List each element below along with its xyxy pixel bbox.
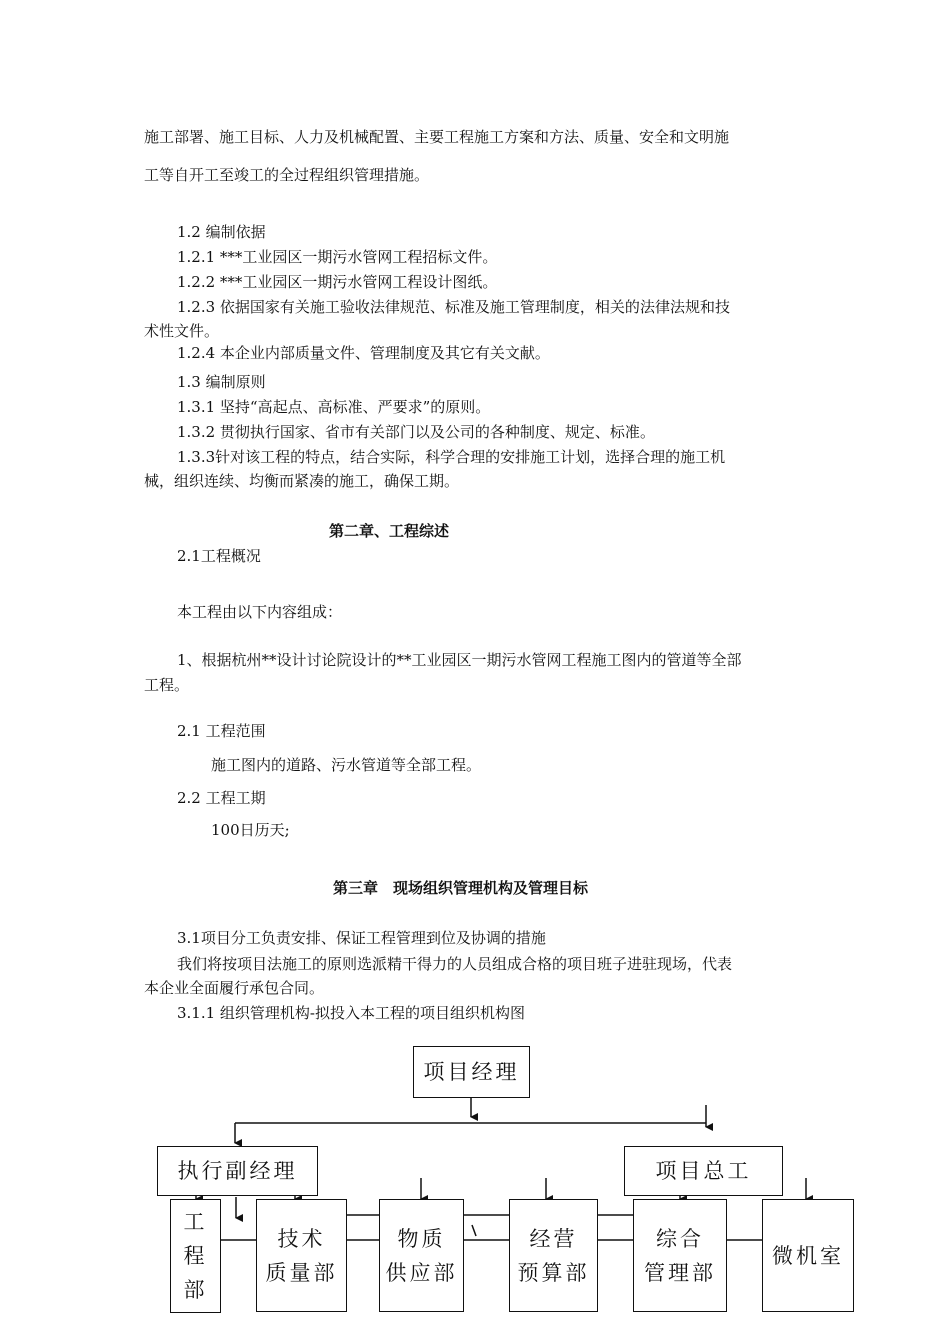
paragraph-line: 术性文件。: [144, 322, 220, 340]
box-label: 微机室: [772, 1243, 844, 1268]
paragraph-line: 本工程由以下内容组成：: [177, 603, 343, 621]
paragraph-line: 施工图内的道路、污水管道等全部工程。: [211, 756, 482, 774]
section-heading: 2.1 工程范围: [177, 722, 266, 740]
box-label: 执行副经理: [177, 1159, 298, 1183]
box-label: 技术: [277, 1226, 326, 1251]
box-label: 项目经理: [423, 1060, 520, 1084]
box-label: 工: [183, 1210, 208, 1234]
supply-dept-box: [379, 1199, 464, 1312]
box-label: 质量部: [265, 1260, 338, 1285]
paragraph-line: 工等自开工至竣工的全过程组织管理措施。: [144, 166, 430, 184]
paragraph-line: 1.2.1 ***工业园区一期污水管网工程招标文件。: [177, 248, 498, 266]
paragraph-line: 施工部署、施工目标、人力及机械配置、主要工程施工方案和方法、质量、安全和文明施: [144, 128, 730, 146]
paragraph-line: 1.2.3 依据国家有关施工验收法律规范、标准及施工管理制度，相关的法律法规和技: [177, 298, 730, 316]
paragraph-line: 本企业全面履行承包合同。: [144, 979, 325, 997]
tech-quality-dept-box: [256, 1199, 347, 1312]
computer-room-box: [762, 1199, 854, 1312]
deputy-manager-box: [157, 1146, 318, 1196]
chapter-title: 第二章、工程综述: [329, 522, 450, 540]
section-heading: 1.3 编制原则: [177, 373, 266, 391]
admin-dept-box: [633, 1199, 727, 1312]
connector-line: [472, 1225, 476, 1236]
box-label: 供应部: [385, 1260, 458, 1285]
chief-engineer-box: [624, 1146, 783, 1196]
paragraph-line: 100日历天;: [211, 821, 290, 839]
paragraph-line: 1.3.2 贯彻执行国家、省市有关部门以及公司的各种制度、规定、标准。: [177, 423, 655, 441]
paragraph-line: 1.3.1 坚持“高起点、高标准、严要求”的原则。: [177, 398, 491, 416]
chapter-title: 第三章 现场组织管理机构及管理目标: [333, 879, 589, 897]
paragraph-line: 1.2.4 本企业内部质量文件、管理制度及其它有关文献。: [177, 344, 550, 362]
box-label: 管理部: [644, 1260, 716, 1285]
paragraph-line: 工程。: [144, 676, 190, 694]
section-heading: 3.1.1 组织管理机构-拟投入本工程的项目组织机构图: [177, 1004, 526, 1022]
paragraph-line: 我们将按项目法施工的原则选派精干得力的人员组成合格的项目班子进驻现场，代表: [177, 955, 733, 973]
budget-dept-box: [509, 1199, 598, 1312]
section-heading: 1.2 编制依据: [177, 223, 266, 241]
box-label: 经营: [529, 1226, 578, 1251]
paragraph-line: 械，组织连续、均衡而紧凑的施工，确保工期。: [144, 472, 460, 490]
paragraph-line: 1.3.3针对该工程的特点，结合实际，科学合理的安排施工计划，选择合理的施工机: [177, 448, 726, 466]
paragraph-line: 1、根据杭州**设计讨论院设计的**工业园区一期污水管网工程施工图内的管道等全部: [177, 651, 742, 669]
box-label: 预算部: [517, 1260, 590, 1285]
section-heading: 3.1项目分工负责安排、保证工程管理到位及协调的措施: [177, 929, 546, 947]
section-heading: 2.2 工程工期: [177, 789, 266, 807]
box-label: 综合: [656, 1226, 704, 1251]
project-manager-box: [413, 1046, 530, 1098]
box-label: 物质: [397, 1226, 446, 1251]
box-label: 程: [183, 1244, 208, 1268]
engineering-dept-box: [170, 1199, 221, 1313]
box-label: 部: [183, 1278, 208, 1302]
section-heading: 2.1工程概况: [177, 547, 261, 565]
box-label: 项目总工: [655, 1159, 752, 1183]
paragraph-line: 1.2.2 ***工业园区一期污水管网工程设计图纸。: [177, 273, 498, 291]
